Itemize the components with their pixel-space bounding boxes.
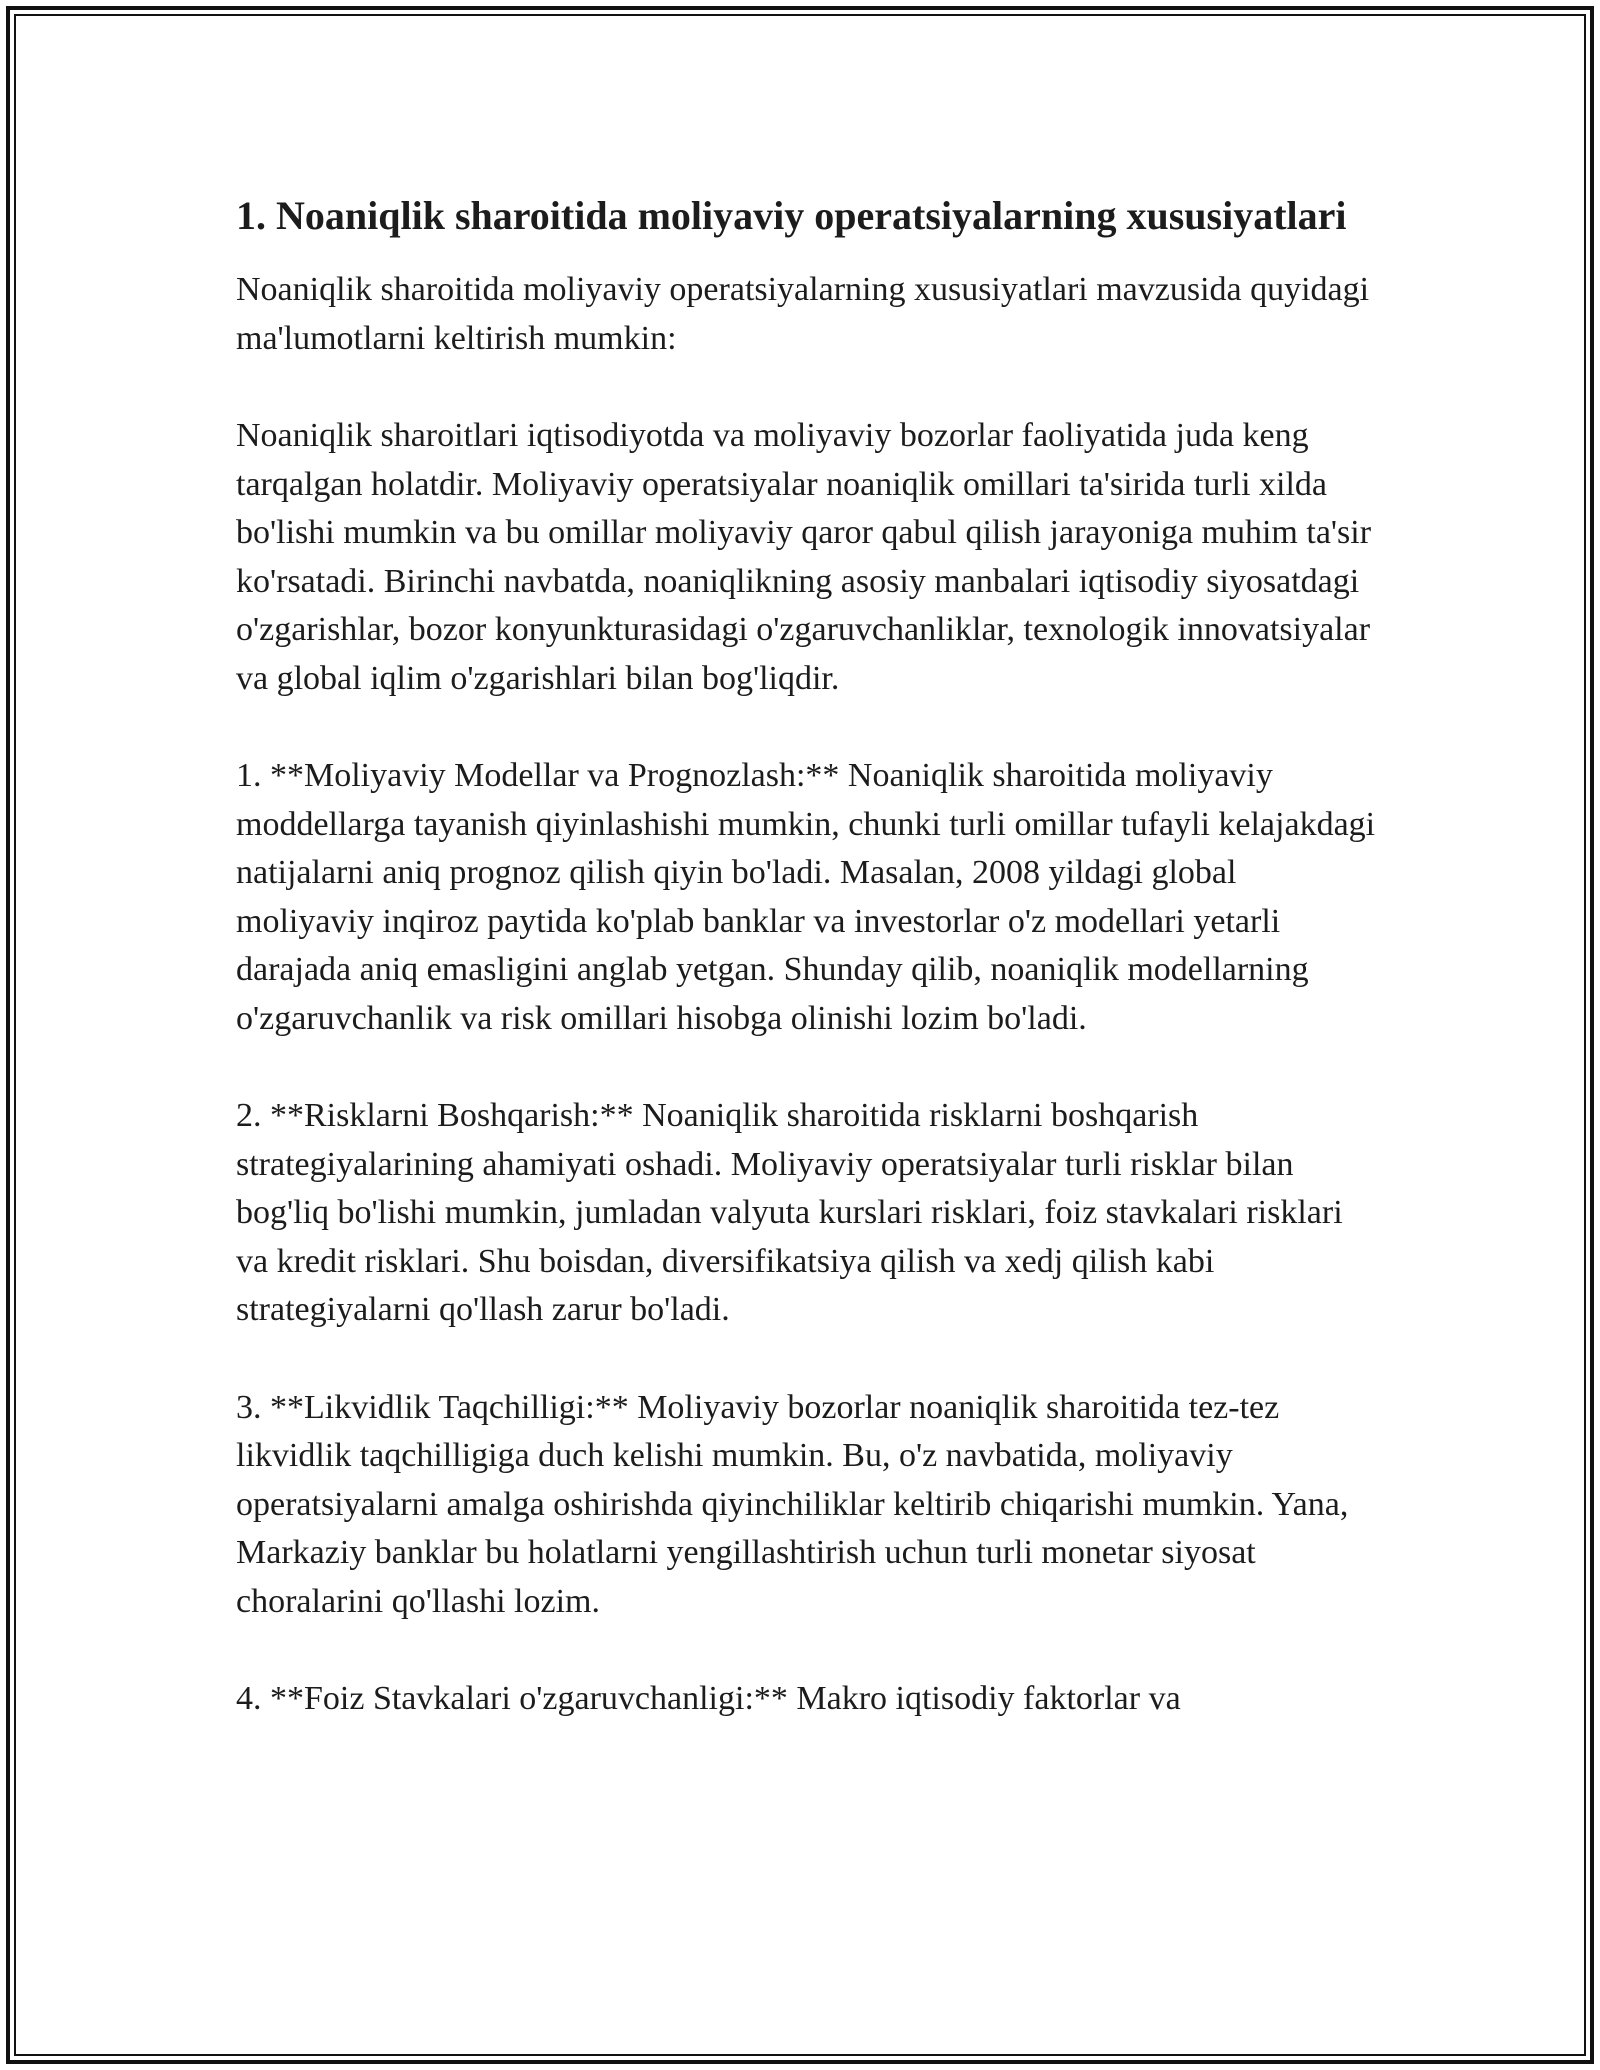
list-item-financial-models: 1. **Moliyaviy Modellar va Prognozlash:** Noaniqlik sharoitida moliyaviy moddellarga tayanish qiyinlashishi mumkin, chunki turli omillar tufayli kelajakdagi natijalarni aniq prognoz qilish qiyin bo'ladi. Masalan, 2008 yildagi global moliyaviy inqiroz paytida ko'plab banklar va investorlar o'z modellari yetarli darajada aniq emasligini anglab yetgan. Shunday qilib, noaniqlik modellarning o'zgaruvchanlik va risk omillari hisobga olinishi lozim bo'ladi. [236, 757, 1376, 1037]
list-item-liquidity-deficit: 3. **Likvidlik Taqchilligi:** Moliyaviy bozorlar noaniqlik sharoitida tez-tez likvidlik taqchilligiga duch kelishi mumkin. Bu, o'z navbatida, moliyaviy operatsiyalarni amalga oshirishda qiyinchiliklar keltirib chiqarishi mumkin. Yana, Markaziy banklar bu holatlarni yengillashtirish uchun turli monetar siyosat choralarini qo'llashi lozim. [236, 1388, 1349, 1620]
document-title: 1. Noaniqlik sharoitida moliyaviy operatsiyalarning xususiyatlari [236, 193, 1347, 238]
list-item-interest-rates: 4. **Foiz Stavkalari o'zgaruvchanligi:** Makro iqtisodiy faktorlar va [236, 1680, 1181, 1717]
intro-paragraph: Noaniqlik sharoitida moliyaviy operatsiyalarning xususiyatlari mavzusida quyidagi ma'lumotlarni keltirish mumkin: [236, 271, 1370, 357]
list-item-risk-management: 2. **Risklarni Boshqarish:** Noaniqlik sharoitida risklarni boshqarish strategiyalarining ahamiyati oshadi. Moliyaviy operatsiyalar turli risklar bilan bog'liq bo'lishi mumkin, jumladan valyuta kurslari risklari, foiz stavkalari risklari va kredit risklari. Shu boisdan, diversifikatsiya qilish va xedj qilish kabi strategiyalarni qo'llash zarur bo'ladi. [236, 1097, 1343, 1328]
context-paragraph: Noaniqlik sharoitlari iqtisodiyotda va moliyaviy bozorlar faoliyatida juda keng tarqalgan holatdir. Moliyaviy operatsiyalar noaniqlik omillari ta'sirida turli xilda bo'lishi mumkin va bu omillar moliyaviy qaror qabul qilish jarayoniga muhim ta'sir ko'rsatadi. Birinchi navbatda, noaniqlikning asosiy manbalari iqtisodiy siyosatdagi o'zgarishlar, bozor konyunkturasidagi o'zgaruvchanliklar, texnologik innovatsiyalar va global iqlim o'zgarishlari bilan bog'liqdir. [236, 417, 1372, 697]
document-body [236, 188, 1376, 1773]
